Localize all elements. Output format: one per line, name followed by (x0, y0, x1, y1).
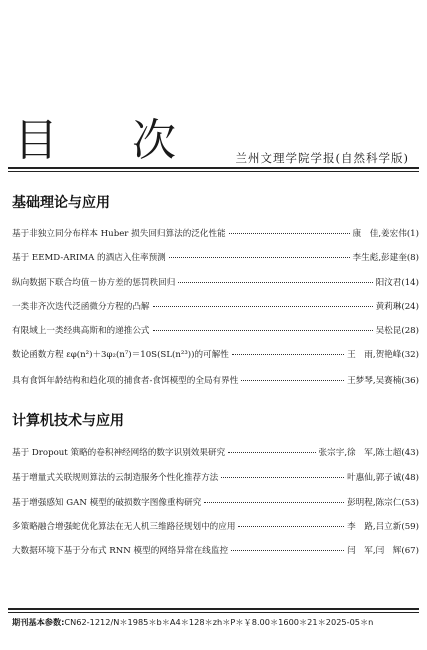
entry-authors-page: 王 雨,贺艳峰(32) (347, 350, 419, 360)
entry-title: 一类非齐次迭代泛函微分方程的凸解 (12, 302, 150, 312)
contents-title: 目 次 (14, 115, 206, 166)
header-rule-thin (8, 171, 419, 172)
leader-dots (221, 477, 344, 478)
entry-title: 具有食饵年龄结构和趋化项的捕食者-食饵模型的全局有界性 (12, 376, 239, 386)
leader-dots (169, 257, 350, 258)
leader-dots (241, 380, 344, 381)
toc-entry[interactable] (12, 324, 419, 338)
toc-entry[interactable] (12, 348, 419, 362)
entry-authors-page: 阳汶君(14) (375, 278, 419, 288)
entry-title: 多策略融合增强蛇优化算法在无人机三维路径规划中的应用 (12, 522, 236, 532)
toc-entry[interactable] (12, 227, 419, 241)
toc-entry[interactable] (12, 300, 419, 314)
leader-dots (238, 526, 344, 527)
leader-dots (153, 330, 373, 331)
toc-entry[interactable] (12, 471, 419, 485)
leader-dots (231, 550, 344, 551)
entry-authors-page: 吴松昆(28) (375, 326, 419, 336)
toc-entry[interactable] (12, 374, 419, 388)
entry-title: 有限域上一类经典高斯和的递推公式 (12, 326, 150, 336)
entry-title: 基于增量式关联规则算法的云制造服务个性化推荐方法 (12, 473, 219, 483)
footer-rule-thick (8, 608, 419, 610)
entry-title: 基于 EEMD-ARIMA 的酒店入住率预测 (12, 253, 166, 263)
entry-authors-page: 王梦琴,吴赛楠(36) (347, 376, 419, 386)
footer-rule-thin (8, 612, 419, 613)
entry-title: 基于非独立同分布样本 Huber 损失回归算法的泛化性能 (12, 229, 226, 239)
entry-title: 数论函数方程 εφ(n²)＋3φ₂(n⁷)＝10S(SL(n²³))的可解性 (12, 350, 229, 360)
entry-title: 基于增强感知 GAN 模型的破损数字图像重构研究 (12, 498, 202, 508)
entry-authors-page: 黄莉琳(24) (375, 302, 419, 312)
leader-dots (204, 502, 344, 503)
entry-authors-page: 彭明程,陈宗仁(53) (347, 498, 419, 508)
section-title-basic-theory: 基础理论与应用 (12, 195, 110, 211)
toc-entry[interactable] (12, 544, 419, 558)
header-rule-thick (8, 167, 419, 169)
toc-entry[interactable] (12, 251, 419, 265)
toc-entry[interactable] (12, 520, 419, 534)
entry-title: 基于 Dropout 策略的卷积神经网络的数字识别效果研究 (12, 448, 226, 458)
leader-dots (228, 452, 315, 453)
entry-title: 大数据环境下基于分布式 RNN 模型的网络异常在线监控 (12, 546, 229, 556)
entry-authors-page: 李生彪,彭建奎(8) (352, 253, 419, 263)
entry-authors-page: 张宗宇,徐 军,陈士超(43) (318, 448, 419, 458)
entry-authors-page: 李 路,吕立新(59) (347, 522, 419, 532)
leader-dots (178, 282, 372, 283)
journal-parameters (12, 617, 419, 628)
entry-authors-page: 叶惠仙,郭子诚(48) (347, 473, 419, 483)
journal-name: 兰州文理学院学报(自然科学版) (235, 151, 409, 165)
parameters-text: CN62-1212/N＊1985＊b＊A4＊128＊zh＊P＊￥8.00＊1600＊21＊2025-05＊n (64, 617, 374, 627)
toc-entry[interactable] (12, 276, 419, 290)
entry-title: 纵向数据下联合均值－协方差的惩罚秩回归 (12, 278, 176, 288)
toc-entry[interactable] (12, 496, 419, 510)
parameters-label: 期刊基本参数: (12, 617, 65, 627)
leader-dots (232, 354, 344, 355)
leader-dots (229, 233, 350, 234)
toc-entry[interactable] (12, 446, 419, 460)
section-title-computer-tech: 计算机技术与应用 (12, 413, 124, 429)
entry-authors-page: 康 佳,姜宏伟(1) (352, 229, 419, 239)
leader-dots (153, 306, 373, 307)
entry-authors-page: 闫 军,闫 辉(67) (347, 546, 419, 556)
